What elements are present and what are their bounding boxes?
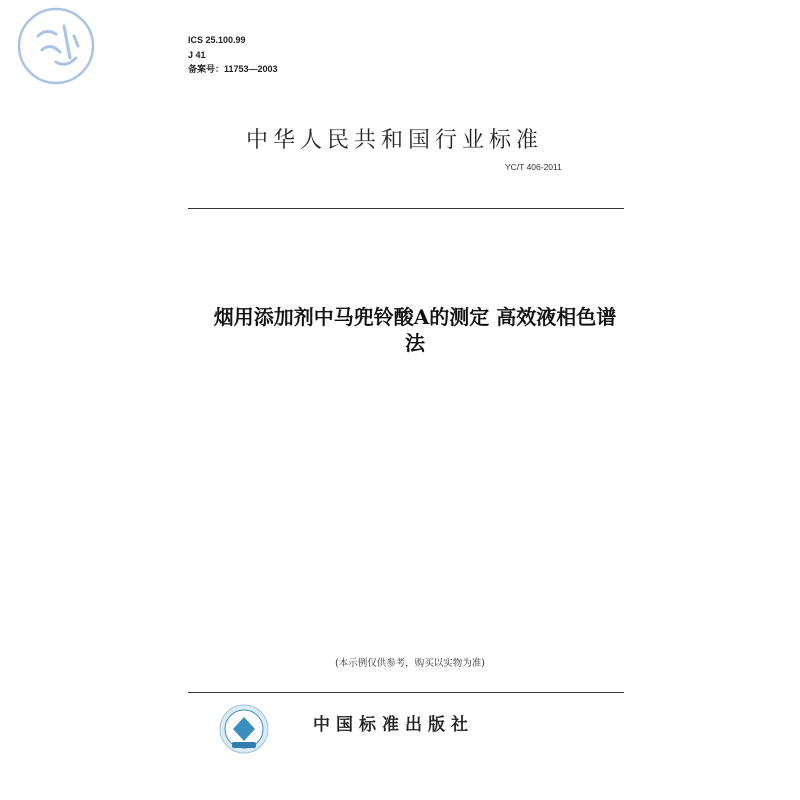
document-title [160, 304, 670, 356]
title-line-1: 烟用添加剂中马兜铃酸A的测定 高效液相色谱 [213, 305, 617, 329]
footer-divider [188, 692, 624, 693]
header-divider [188, 208, 624, 209]
publisher-name: 中国标准出版社 [313, 715, 474, 735]
ics-code: ICS 25.100.99 [188, 35, 246, 45]
standard-code: YC/T 406-2011 [505, 162, 562, 172]
standard-type-heading: 中华人民共和国行业标准 [246, 128, 544, 153]
title-line-2: 法 [405, 331, 425, 355]
sample-disclaimer: (本示例仅供参考，购买以实物为准) [335, 658, 485, 669]
category-code: J 41 [188, 49, 206, 60]
document-meta [188, 33, 278, 77]
publisher-seal-icon [219, 704, 269, 754]
watermark-logo [16, 6, 96, 86]
record-number: 备案号：11753—2003 [188, 64, 278, 74]
